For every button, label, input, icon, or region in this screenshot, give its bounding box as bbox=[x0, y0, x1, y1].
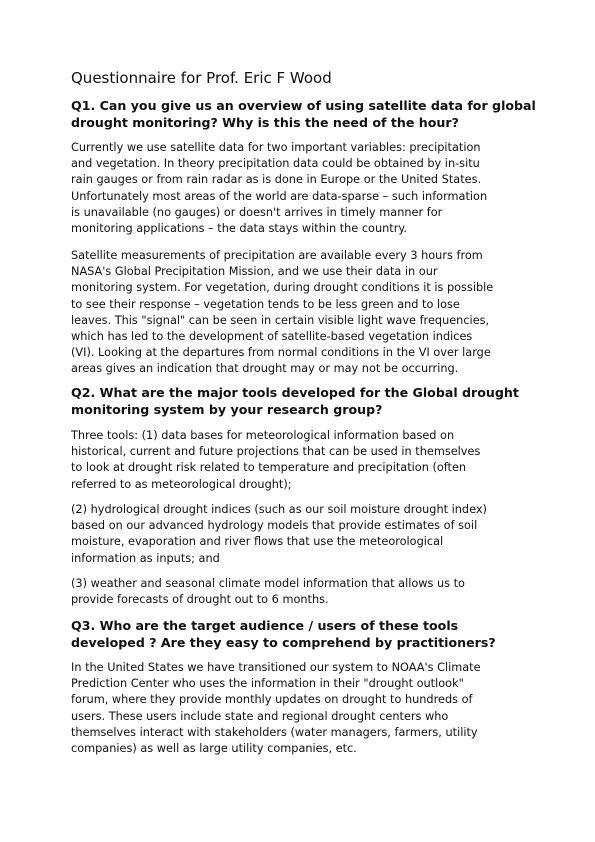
text-line: Satellite measurements of precipitation are available every 3 hours from bbox=[71, 249, 483, 262]
text-line: areas gives an indication that drought may or may not be occurring. bbox=[71, 362, 459, 376]
answer-1-paragraph-1 bbox=[71, 140, 487, 237]
question-3 bbox=[71, 617, 496, 651]
text-line: rain gauges or from rain radar as is done in Europe or the United States. bbox=[71, 173, 482, 187]
text-line: to see their response – vegetation tends to be less green and to lose bbox=[71, 297, 460, 311]
question-1-line: Q1. Can you give us an overview of using satellite data for global bbox=[71, 98, 536, 113]
text-line: In the United States we have transitioned our system to NOAA's Climate bbox=[71, 661, 481, 674]
question-3-line: Q3. Who are the target audience / users of these tools bbox=[71, 618, 459, 633]
question-1-line: drought monitoring? Why is this the need of the hour? bbox=[71, 115, 459, 130]
text-line: moisture, evaporation and river flows that use the meteorological bbox=[71, 535, 444, 549]
text-line: forum, where they provide monthly updates on drought to hundreds of bbox=[71, 693, 473, 707]
answer-2-paragraph-1 bbox=[71, 428, 480, 493]
answer-1-paragraph-2 bbox=[71, 248, 493, 378]
text-line: companies) as well as large utility companies, etc. bbox=[71, 742, 357, 756]
text-line: Unfortunately most areas of the world are data-sparse – such information bbox=[71, 189, 488, 203]
text-line: provide forecasts of drought out to 6 months. bbox=[71, 593, 329, 607]
text-line: referred to as meteorological drought); bbox=[71, 477, 292, 491]
text-line: monitoring system. For vegetation, during drought conditions it is possible bbox=[71, 281, 494, 295]
text-line: historical, current and future projections that can be used in themselves bbox=[71, 445, 481, 459]
question-1 bbox=[71, 97, 536, 131]
text-line: monitoring applications – the data stays within the country. bbox=[71, 222, 408, 236]
text-line: and vegetation. In theory precipitation data could be obtained by in-situ bbox=[71, 157, 480, 171]
text-line: users. These users include state and regional drought centers who bbox=[71, 709, 449, 723]
text-line: to look at drought risk related to temperature and precipitation (often bbox=[71, 461, 467, 475]
question-2-line: monitoring system by your research group? bbox=[71, 402, 383, 417]
text-line: themselves interact with stakeholders (water managers, farmers, utility bbox=[71, 725, 478, 739]
question-2-line: Q2. What are the major tools developed for the Global drought bbox=[71, 385, 519, 400]
page-title: Questionnaire for Prof. Eric F Wood bbox=[71, 69, 332, 87]
text-line: Three tools: (1) data bases for meteorological information based on bbox=[71, 429, 455, 442]
answer-2-paragraph-2 bbox=[71, 502, 487, 567]
text-line: (VI). Looking at the departures from normal conditions in the VI over large bbox=[71, 346, 491, 360]
text-line: leaves. This "signal" can be seen in certain visible light wave frequencies, bbox=[71, 313, 490, 327]
answer-3-paragraph-1 bbox=[71, 660, 481, 757]
text-line: NASA's Global Precipitation Mission, and we use their data in our bbox=[71, 265, 438, 279]
text-line: information as inputs; and bbox=[71, 551, 220, 565]
text-line: based on our advanced hydrology models that provide estimates of soil bbox=[71, 519, 478, 533]
text-line: Prediction Center who uses the information in their "drought outlook" bbox=[71, 677, 464, 691]
text-line: which has led to the development of satellite-based vegetation indices bbox=[71, 330, 473, 344]
text-line: (2) hydrological drought indices (such as our soil moisture drought index) bbox=[71, 503, 487, 516]
text-line: is unavailable (no gauges) or doesn't arrives in timely manner for bbox=[71, 205, 443, 219]
text-line: Currently we use satellite data for two important variables: precipitation bbox=[71, 141, 481, 154]
question-2 bbox=[71, 384, 519, 418]
text-line: (3) weather and seasonal climate model information that allows us to bbox=[71, 577, 465, 590]
question-3-line: developed ? Are they easy to comprehend by practitioners? bbox=[71, 635, 496, 650]
answer-2-paragraph-3 bbox=[71, 576, 465, 608]
